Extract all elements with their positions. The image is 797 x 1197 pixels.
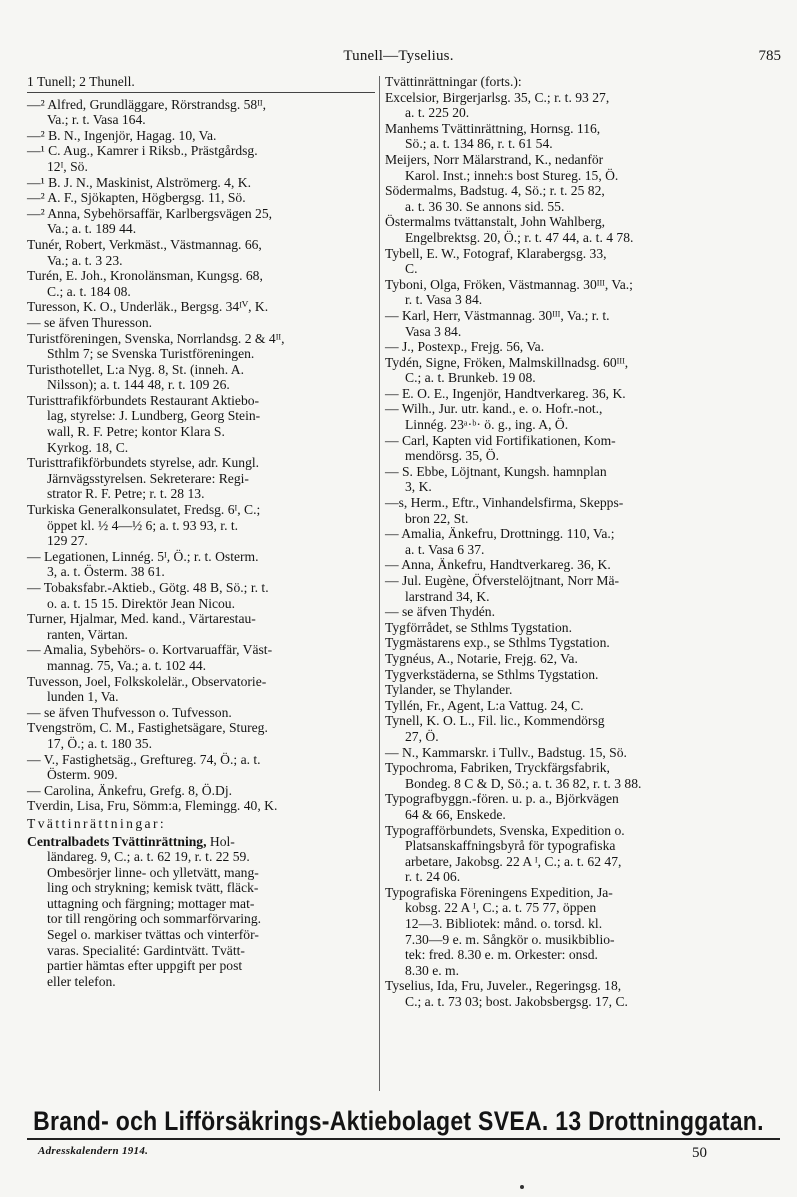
directory-entry: — S. Ebbe, Löjtnant, Kungsh. hamnplan 3, K. — [385, 463, 607, 495]
directory-entry: Excelsior, Birgerjarlsg. 35, C.; r. t. 93 27, a. t. 225 20. — [385, 89, 610, 121]
directory-entry: — V., Fastighetsäg., Greftureg. 74, Ö.; a. t. Österm. 909. — [27, 751, 261, 783]
right-column — [385, 74, 780, 1010]
directory-entry: — se äfven Thuresson. — [27, 314, 153, 330]
directory-entry: — Jul. Eugène, Öfverstelöjtnant, Norr Mä- larstrand 34, K. — [385, 573, 620, 604]
directory-entry: Tynell, K. O. L., Fil. lic., Kommendörsg 27, Ö. — [385, 713, 605, 744]
directory-entry: Turesson, K. O., Underläk., Bergsg. 34ᴵⱽ, K. — [27, 299, 269, 315]
right-entries-list — [385, 74, 780, 1010]
directory-entry: Turistföreningen, Svenska, Norrlandsg. 2 & 4ᴵᴵ, Sthlm 7; se Svenska Turistföreningen. — [27, 330, 285, 362]
directory-entry: —² Alfred, Grundläggare, Rörstrandsg. 58ᴵᴵ, Va.; r. t. Vasa 164. — [27, 96, 267, 128]
directory-entry: —s, Herm., Eftr., Vinhandelsfirma, Skepps- bron 22, St. — [385, 495, 624, 526]
directory-entry: —² Anna, Sybehörsaffär, Karlbergsvägen 25, Va.; a. t. 189 44. — [27, 205, 273, 237]
directory-entry: — Carl, Kapten vid Fortifikationen, Kom- mendörsg. 35, Ö. — [385, 432, 616, 464]
directory-entry: —¹ C. Aug., Kamrer i Riksb., Prästgårdsg. 12ᴵ, Sö. — [27, 143, 258, 174]
footer-rule — [27, 1138, 780, 1140]
directory-entry: Tygmästarens exp., se Sthlms Tygstation. — [385, 635, 610, 651]
business-description: Hol- ländareg. 9, C.; a. t. 62 19, r. t. 22 59. Ombesörjer linne- och ylletvätt, mang- ling och strykning; kemisk tvätt, fläck- uttagning och färgning; mottager mat- tor till rengöring och sommarförvaring. Segel o. markiser tvättas och vinterför- varas. Specialité: Gardintvätt. Tvätt- partier hämtas efter uppgift per post eller telefon. — [47, 833, 262, 989]
directory-entry: — Karl, Herr, Västmannag. 30ᴵᴵᴵ, Va.; r. t. Vasa 3 84. — [385, 307, 610, 339]
directory-entry: Tylander, se Thylander. — [385, 682, 513, 698]
directory-entry: Tygverkstäderna, se Sthlms Tygstation. — [385, 666, 599, 682]
directory-entry: Turisthotellet, L:a Nyg. 8, St. (inneh. A. Nilsson); a. t. 144 48, r. t. 109 26. — [27, 361, 244, 393]
directory-entry: Tyboni, Olga, Fröken, Västmannag. 30ᴵᴵᴵ, Va.; r. t. Vasa 3 84. — [385, 276, 633, 308]
print-dot — [520, 1185, 524, 1189]
directory-entry: Typochroma, Fabriken, Tryckfärgsfabrik, Bondeg. 8 C & D, Sö.; a. t. 36 82, r. t. 3 88. — [385, 760, 642, 791]
page-number: 785 — [758, 48, 781, 64]
directory-entry: —¹ B. J. N., Maskinist, Alströmerg. 4, K. — [27, 174, 251, 190]
directory-entry: Meijers, Norr Mälarstrand, K., nedanför Karol. Inst.; inneh:s bost Stureg. 15, Ö. — [385, 151, 619, 183]
directory-entry: —² B. N., Ingenjör, Hagag. 10, Va. — [27, 127, 217, 143]
directory-entry: Tunér, Robert, Verkmäst., Västmannag. 66, Va.; a. t. 3 23. — [27, 236, 262, 268]
column-divider — [379, 76, 380, 1091]
directory-entry: Tvengström, C. M., Fastighetsägare, Stureg. 17, Ö.; a. t. 180 35. — [27, 720, 268, 751]
directory-entry: — N., Kammarskr. i Tullv., Badstug. 15, Sö. — [385, 744, 627, 760]
directory-entry: — Carolina, Änkefru, Grefg. 8, Ö.Dj. — [27, 782, 232, 798]
directory-entry: —² A. F., Sjökapten, Högbergsg. 11, Sö. — [27, 190, 246, 206]
directory-entry: — se äfven Thydén. — [385, 604, 495, 620]
directory-entry: Turén, E. Joh., Kronolänsman, Kungsg. 68, C.; a. t. 184 08. — [27, 268, 263, 299]
directory-entry: Turisttrafikförbundets styrelse, adr. Kungl. Järnvägsstyrelsen. Sekreterare: Regi- strator R. F. Petre; r. t. 28 13. — [27, 455, 260, 502]
directory-entry: — Legationen, Linnég. 5ᴵ, Ö.; r. t. Osterm. 3, a. t. Österm. 38 61. — [27, 548, 259, 580]
directory-entry: — J., Postexp., Frejg. 56, Va. — [385, 339, 545, 355]
directory-entry: Turisttrafikförbundets Restaurant Aktiebo- lag, styrelse: J. Lundberg, Georg Stein- wall, R. F. Petre; kontor Klara S. Kyrkog. 18, C. — [27, 392, 261, 455]
footer-sheet-number: 50 — [692, 1145, 707, 1161]
directory-entry: Typografförbundets, Svenska, Expedition o. Platsanskaffningsbyrå för typografiska arbetare, Jakobsg. 22 A ᴵ, C.; a. t. 62 47, r. t. 24 06. — [385, 822, 625, 885]
business-name: Centralbadets Tvättinrättning, — [27, 833, 207, 849]
footer-advertisement: Brand- och Lifförsäkrings-Aktiebolaget SVEA. 13 Drottninggatan. — [33, 1105, 764, 1136]
section-heading: Tvättinrättningar: — [27, 815, 167, 831]
directory-entry: Tverdin, Lisa, Fru, Sömm:a, Flemingg. 40, K. — [27, 798, 278, 814]
directory-entry: — Amalia, Sybehörs- o. Kortvaruaffär, Väst- mannag. 75, Va.; a. t. 102 44. — [27, 642, 273, 673]
directory-entry: Manhems Tvättinrättning, Hornsg. 116, Sö.; a. t. 134 86, r. t. 61 54. — [385, 120, 601, 152]
directory-entry: Turner, Hjalmar, Med. kand., Värtarestau- ranten, Värtan. — [27, 611, 256, 642]
directory-entry: Östermalms tvättanstalt, John Wahlberg, Engelbrektsg. 20, Ö.; r. t. 47 44, a. t. 4 78. — [385, 214, 634, 245]
directory-entry: Typografiska Föreningens Expedition, Ja- kobsg. 22 A ᴵ, C.; a. t. 75 77, öppen 12—3. Bibliotek: månd. o. torsd. kl. 7.30—9 e. m. Sångkör o. musikbiblio- tek: fred. 8.30 e. m. Orkester: onsd. 8.30 e. m. — [385, 884, 615, 978]
directory-entry — [27, 834, 375, 990]
directory-entry: Typografbyggn.-fören. u. p. a., Björkvägen 64 & 66, Enskede. — [385, 791, 619, 822]
directory-entry: Tygnéus, A., Notarie, Frejg. 62, Va. — [385, 650, 578, 666]
directory-entry: — se äfven Thufvesson o. Tufvesson. — [27, 704, 232, 720]
directory-entry: Tybell, E. W., Fotograf, Klarabergsg. 33, C. — [385, 245, 607, 277]
directory-entry: Turkiska Generalkonsulatet, Fredsg. 6ᴵ, C.; öppet kl. ½ 4—½ 6; a. t. 93 93, r. t. 129 27. — [27, 502, 261, 549]
directory-entry: Tyselius, Ida, Fru, Juveler., Regeringsg. 18, C.; a. t. 73 03; bost. Jakobsbergsg. 17, C. — [385, 978, 628, 1010]
directory-entry: Södermalms, Badstug. 4, Sö.; r. t. 25 82, a. t. 36 30. Se annons sid. 55. — [385, 183, 605, 214]
directory-entry: Tvättinrättningar (forts.): — [385, 74, 522, 89]
directory-entry: — Wilh., Jur. utr. kand., e. o. Hofr.-not., Linnég. 23ᵃ·ᵇ· ö. g., ing. A, Ö. — [385, 401, 603, 433]
left-entries-list — [27, 97, 375, 814]
directory-entry: — E. O. E., Ingenjör, Handtverkareg. 36, K. — [385, 385, 626, 401]
left-column — [27, 74, 375, 989]
directory-entry: Tygförrådet, se Sthlms Tygstation. — [385, 619, 573, 635]
footer-publication: Adresskalendern 1914. — [38, 1145, 149, 1157]
directory-entry: — Anna, Änkefru, Handtverkareg. 36, K. — [385, 557, 611, 573]
directory-entry: Tydén, Signe, Fröken, Malmskillnadsg. 60ᴵᴵᴵ, C.; a. t. Brunkeb. 19 08. — [385, 354, 629, 386]
directory-entry: Tuvesson, Joel, Folkskolelär., Observatorie- lunden 1, Va. — [27, 673, 267, 705]
directory-entry: Tyllén, Fr., Agent, L:a Vattug. 24, C. — [385, 697, 584, 713]
directory-entry: — Tobaksfabr.-Aktieb., Götg. 48 B, Sö.; r. t. o. a. t. 15 15. Direktör Jean Nicou. — [27, 580, 269, 611]
running-head: Tunell—Tyselius. — [343, 48, 454, 64]
directory-entry: 1 Tunell; 2 Thunell. — [27, 74, 375, 93]
directory-entry: — Amalia, Änkefru, Drottningg. 110, Va.; a. t. Vasa 6 37. — [385, 526, 615, 557]
